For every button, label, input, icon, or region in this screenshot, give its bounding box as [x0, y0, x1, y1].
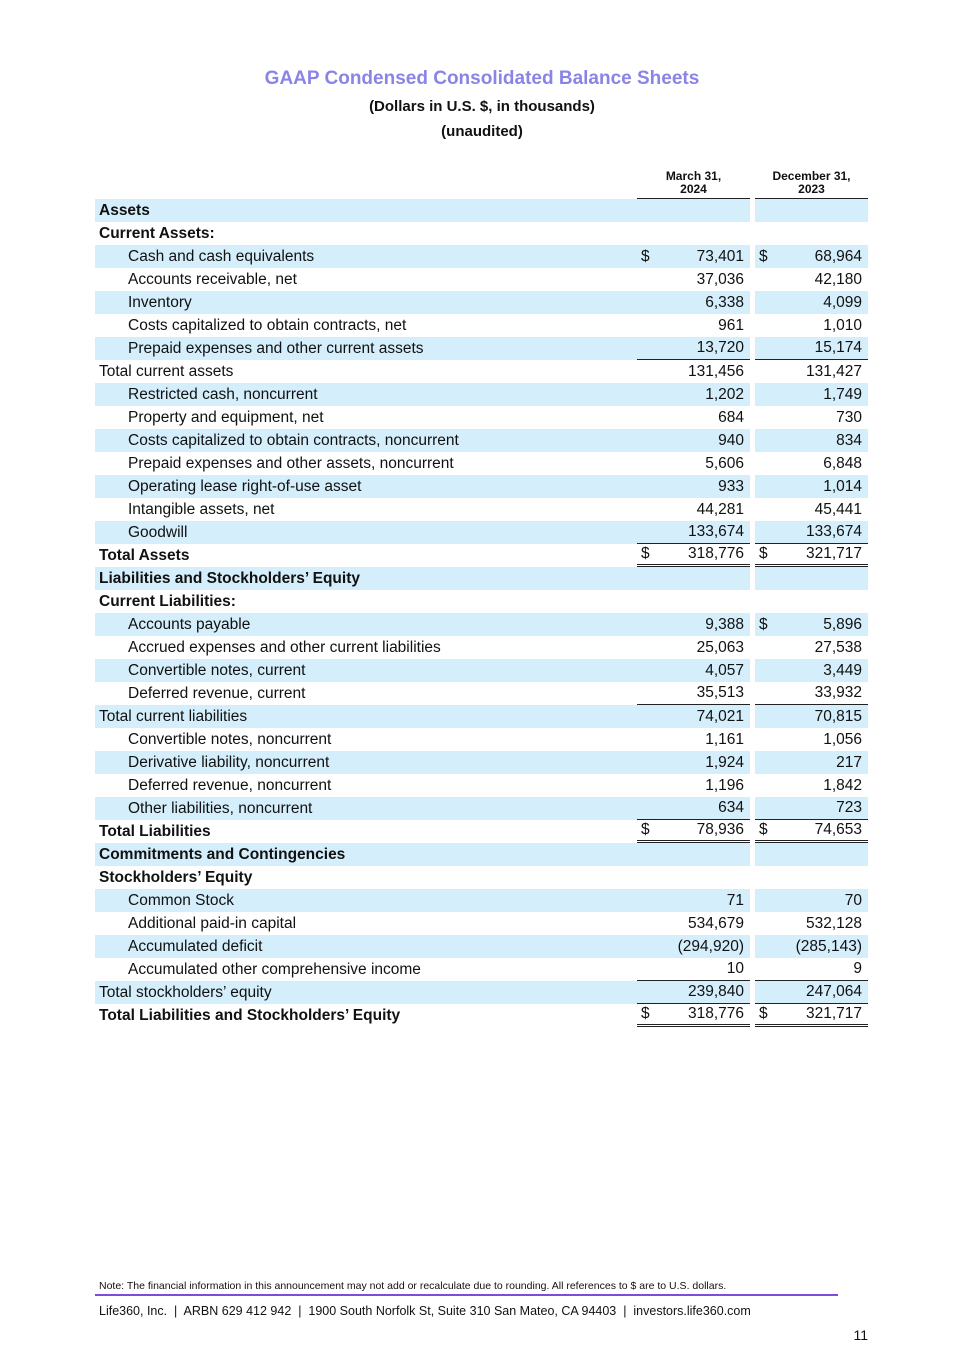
row-label: Deferred revenue, noncurrent	[128, 776, 332, 794]
table-row	[95, 958, 868, 981]
row-label: Common Stock	[95, 889, 637, 912]
value-cell: $ 68,964	[755, 245, 868, 268]
table-row	[95, 935, 868, 958]
value-cell: $ 321,717	[755, 1004, 868, 1027]
value-cell: (294,920)	[637, 935, 750, 958]
value-cell: 933	[637, 475, 750, 498]
table-row	[95, 199, 868, 222]
value-cell: $ 321,717	[755, 544, 868, 567]
table-row	[95, 682, 868, 705]
value-cell: 961	[718, 316, 744, 334]
dollar-sign: $	[759, 1005, 768, 1022]
table-row	[95, 843, 868, 866]
value-cell: 70,815	[755, 705, 868, 728]
row-label: Operating lease right-of-use asset	[95, 475, 637, 498]
value-cell: 71	[637, 889, 750, 912]
table-row	[95, 659, 868, 682]
value-cell: 1,196	[705, 776, 744, 794]
table-row	[95, 222, 868, 245]
table-row	[95, 406, 868, 429]
row-label: Prepaid expenses and other current assets	[95, 337, 637, 360]
divider	[95, 1294, 838, 1296]
table-row	[95, 889, 868, 912]
row-label: Total stockholders’ equity	[95, 981, 637, 1004]
value-cell: $ 318,776	[637, 544, 750, 567]
dollar-sign: $	[641, 545, 650, 562]
dollar-sign: $	[759, 247, 768, 265]
value-cell: 239,840	[637, 981, 750, 1004]
value-cell: 35,513	[637, 682, 750, 705]
value-cell: 1,010	[823, 316, 862, 334]
row-label: Prepaid expenses and other assets, noncurrent	[128, 454, 454, 472]
value-cell: 6,338	[637, 291, 750, 314]
table-row	[95, 360, 868, 383]
balance-sheet-table	[95, 170, 868, 1027]
table-row	[95, 268, 868, 291]
table-row	[95, 245, 868, 268]
dollar-sign: $	[641, 1005, 650, 1022]
value-cell: 25,063	[696, 638, 744, 656]
row-label: Deferred revenue, current	[128, 684, 306, 702]
value-cell: 1,202	[637, 383, 750, 406]
table-row	[95, 452, 868, 475]
dollar-sign: $	[759, 615, 768, 633]
unaudited-note: (unaudited)	[441, 123, 523, 140]
row-label: Current Liabilities:	[99, 592, 236, 610]
table-row	[95, 383, 868, 406]
value-cell: 37,036	[696, 270, 744, 288]
table-row	[95, 1004, 868, 1027]
value-cell: 534,679	[687, 914, 744, 932]
table-row	[95, 291, 868, 314]
value-cell: $ 78,936	[637, 820, 750, 843]
value-cell: 15,174	[755, 337, 868, 360]
row-label: Costs capitalized to obtain contracts, noncurrent	[95, 429, 637, 452]
row-label: Total Liabilities and Stockholders’ Equity	[99, 1006, 401, 1024]
row-label: Convertible notes, current	[95, 659, 637, 682]
value-cell: 1,924	[637, 751, 750, 774]
row-label: Additional paid-in capital	[128, 914, 297, 932]
value-cell: 1,014	[755, 475, 868, 498]
row-label: Accumulated deficit	[95, 935, 637, 958]
value-cell: 27,538	[814, 638, 862, 656]
value-cell: 6,848	[823, 454, 862, 472]
table-row	[95, 912, 868, 935]
value-cell: 131,427	[805, 362, 862, 380]
table-row	[95, 429, 868, 452]
table-row	[95, 820, 868, 843]
table-row	[95, 498, 868, 521]
table-row	[95, 797, 868, 820]
table-row	[95, 567, 868, 590]
value-cell: 13,720	[637, 337, 750, 360]
row-label: Accounts payable	[95, 613, 637, 636]
row-label: Accrued expenses and other current liabilities	[128, 638, 441, 656]
table-row	[95, 475, 868, 498]
subtitle: (Dollars in U.S. $, in thousands)	[369, 98, 595, 115]
row-label: Commitments and Contingencies	[95, 843, 637, 866]
value-cell: 74,021	[637, 705, 750, 728]
value-cell: 70	[755, 889, 868, 912]
column-header-dec-2023: December 31, 2023	[755, 170, 868, 199]
table-row	[95, 866, 868, 889]
table-row	[95, 590, 868, 613]
table-row	[95, 981, 868, 1004]
row-label: Other liabilities, noncurrent	[95, 797, 637, 820]
table-row	[95, 705, 868, 728]
row-label: Costs capitalized to obtain contracts, net	[128, 316, 407, 334]
value-cell: 730	[836, 408, 862, 426]
page-number: 11	[853, 1327, 868, 1343]
value-cell: 1,749	[755, 383, 868, 406]
value-cell: 217	[755, 751, 868, 774]
row-label: Total current assets	[99, 362, 234, 380]
row-label: Goodwill	[95, 521, 637, 544]
row-label: Total current liabilities	[95, 705, 637, 728]
table-row	[95, 337, 868, 360]
row-label: Liabilities and Stockholders’ Equity	[95, 567, 637, 590]
value-cell: 45,441	[814, 500, 862, 518]
value-cell: 3,449	[755, 659, 868, 682]
row-label: Total Assets	[99, 546, 190, 564]
row-label: Assets	[95, 199, 637, 222]
row-label: Property and equipment, net	[128, 408, 324, 426]
row-label: Restricted cash, noncurrent	[95, 383, 637, 406]
value-cell: 133,674	[755, 521, 868, 544]
table-row	[95, 521, 868, 544]
value-cell: 4,057	[637, 659, 750, 682]
company-footer: Life360, Inc. | ARBN 629 412 942 | 1900 South Norfolk St, Suite 310 San Mateo, CA 94403 | investors.life360.com	[99, 1304, 751, 1318]
value-cell: 684	[718, 408, 744, 426]
table-row	[95, 728, 868, 751]
column-header-mar-2024: March 31, 2024	[637, 170, 750, 199]
value-cell: 10	[637, 958, 750, 981]
row-label: Accumulated other comprehensive income	[128, 960, 421, 978]
dollar-sign: $	[641, 247, 650, 265]
value-cell: $ 73,401	[637, 245, 750, 268]
value-cell: 33,932	[755, 682, 868, 705]
row-label: Inventory	[95, 291, 637, 314]
value-cell: 9,388	[637, 613, 750, 636]
value-cell: 5,606	[705, 454, 744, 472]
row-label: Stockholders’ Equity	[99, 868, 253, 886]
row-label: Intangible assets, net	[128, 500, 275, 518]
page-title: GAAP Condensed Consolidated Balance Sheets	[264, 68, 700, 89]
value-cell: 44,281	[696, 500, 744, 518]
value-cell: 247,064	[755, 981, 868, 1004]
table-row	[95, 774, 868, 797]
value-cell: (285,143)	[755, 935, 868, 958]
table-row	[95, 636, 868, 659]
row-label: Cash and cash equivalents	[95, 245, 637, 268]
value-cell: 532,128	[805, 914, 862, 932]
value-cell: 1,056	[823, 730, 862, 748]
row-label: Total Liabilities	[99, 822, 211, 840]
table-row	[95, 314, 868, 337]
value-cell: 634	[637, 797, 750, 820]
value-cell: 1,161	[705, 730, 744, 748]
value-cell: $ 318,776	[637, 1004, 750, 1027]
row-label: Convertible notes, noncurrent	[128, 730, 332, 748]
value-cell: 4,099	[755, 291, 868, 314]
row-label: Accounts receivable, net	[128, 270, 297, 288]
value-cell: 834	[755, 429, 868, 452]
row-label: Derivative liability, noncurrent	[95, 751, 637, 774]
table-row	[95, 751, 868, 774]
row-label: Current Assets:	[99, 224, 215, 242]
dollar-sign: $	[641, 821, 650, 838]
value-cell: $ 74,653	[755, 820, 868, 843]
table-row	[95, 544, 868, 567]
value-cell: 940	[637, 429, 750, 452]
dollar-sign: $	[759, 821, 768, 838]
value-cell: 1,842	[823, 776, 862, 794]
value-cell: 42,180	[814, 270, 862, 288]
value-cell: $ 5,896	[755, 613, 868, 636]
dollar-sign: $	[759, 545, 768, 562]
table-row	[95, 613, 868, 636]
value-cell: 131,456	[687, 362, 744, 380]
footnote: Note: The financial information in this announcement may not add or recalculate due to rounding. All references to $ are to U.S. dollars.	[99, 1280, 727, 1292]
value-cell: 9	[755, 958, 868, 981]
value-cell: 133,674	[637, 521, 750, 544]
value-cell: 723	[755, 797, 868, 820]
